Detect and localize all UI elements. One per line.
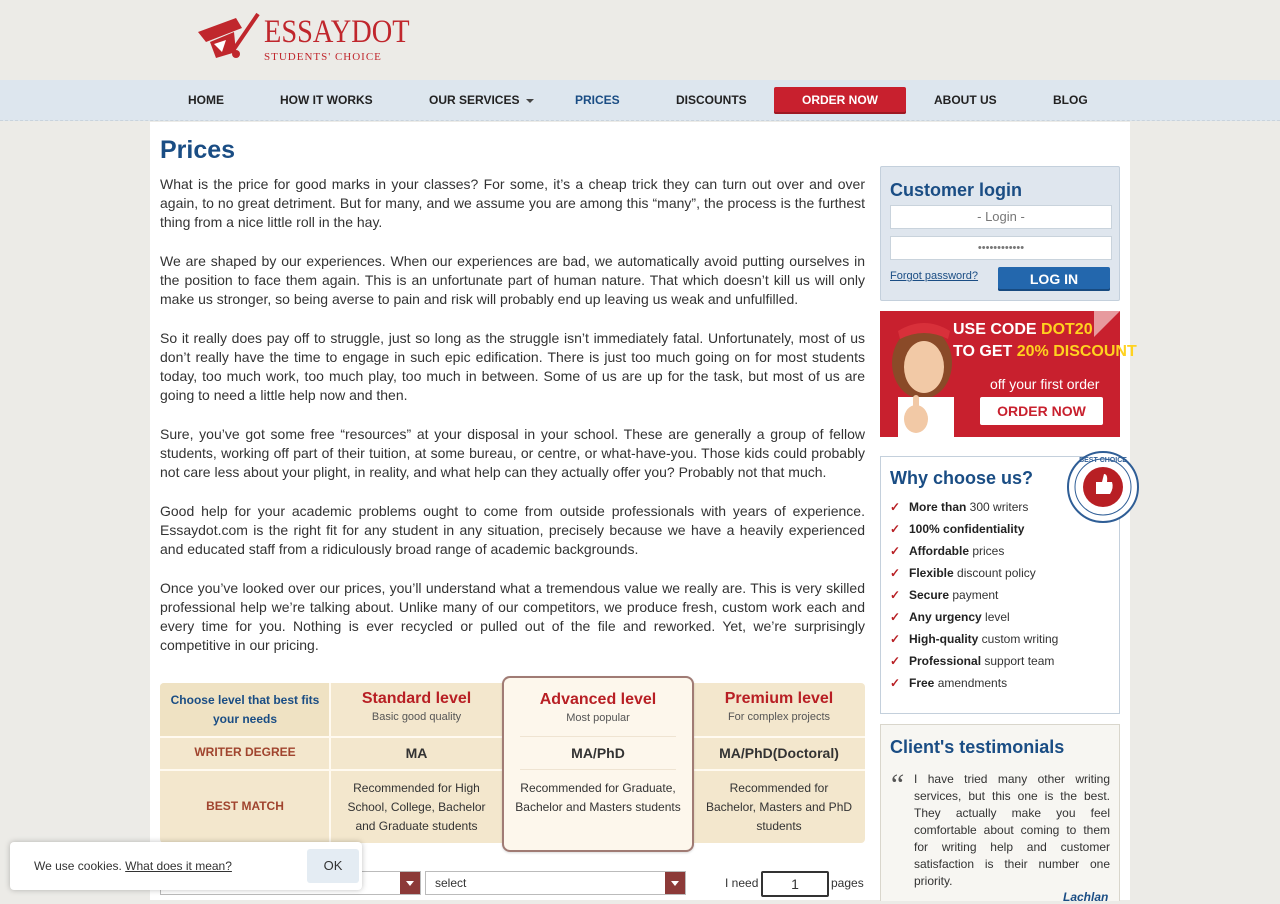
table-divider (520, 769, 676, 770)
row-label-best-match: BEST MATCH (206, 799, 284, 813)
promo-code: DOT20 (1041, 321, 1093, 338)
why-item-rest: discount policy (953, 566, 1036, 580)
nav-about-us[interactable]: ABOUT US (934, 93, 997, 107)
promo-discount: 20% DISCOUNT (1016, 343, 1137, 360)
logo-name: ESSAYDOT (264, 14, 410, 50)
cookie-text (34, 859, 232, 873)
checkmark-icon: ✓ (890, 522, 901, 536)
checkmark-icon: ✓ (890, 632, 901, 646)
pricing-lead-text: Choose level that best fits your needs (170, 693, 320, 726)
why-item (890, 588, 998, 602)
why-item-bold: Professional (909, 654, 982, 668)
pages-suffix-label: pages (831, 876, 864, 890)
why-item (890, 676, 1007, 690)
password-field[interactable]: •••••••••••• (890, 236, 1112, 260)
nav-discounts[interactable]: DISCOUNTS (676, 93, 747, 107)
chevron-down-icon (400, 872, 420, 894)
site-header (0, 0, 1280, 80)
why-item-rest: support team (981, 654, 1055, 668)
nav-our-services-label: OUR SERVICES (429, 93, 520, 107)
discount-promo-banner[interactable] (880, 311, 1137, 437)
nav-our-services[interactable] (429, 80, 534, 120)
page-title: Prices (160, 136, 236, 164)
testimonial-author: Lachlan (1063, 890, 1109, 904)
why-item-bold: More than (909, 500, 967, 514)
seal-text: BEST CHOICE (1079, 457, 1127, 464)
why-title: Why choose us? (890, 468, 1034, 488)
match-cell: Recommended for Graduate, Bachelor and Masters students (515, 781, 681, 814)
checkmark-icon: ✓ (890, 610, 901, 624)
logo-tagline: STUDENTS' CHOICE (264, 51, 382, 63)
degree-cell: MA (405, 745, 428, 761)
cookie-info-link[interactable]: What does it mean? (125, 859, 232, 873)
why-item-rest: prices (969, 544, 1005, 558)
standard-level-header[interactable] (331, 690, 502, 723)
paragraph: Sure, you’ve got some free “resources” at your disposal in your school. These are generally a group of fellow students, working off part of their tuition, at some bureau, or centre, or what-have-you. Those kids could probably not care less about your plight, in reality, and what help can they actually offer you? Probably not that much. (160, 426, 865, 480)
why-item-rest: 300 writers (966, 500, 1029, 514)
chevron-down-icon (526, 99, 534, 103)
why-item (890, 632, 1058, 646)
paragraph: Good help for your academic problems ought to come from outside professionals with years of experience. Essaydot.com is the right fit for any student in any situation, precisely because we have a heavily experienced and educated staff from a ridiculously broad range of academic backgrounds. (160, 503, 865, 557)
promo-use-code: USE CODE (953, 321, 1037, 338)
why-item-bold: 100% confidentiality (909, 522, 1025, 536)
best-choice-seal-icon (1066, 450, 1140, 524)
why-item (890, 500, 1028, 514)
nav-home[interactable]: HOME (188, 93, 224, 107)
level-subtitle: For complex projects (727, 711, 831, 723)
login-button[interactable]: LOG IN (998, 267, 1110, 291)
degree-cell: MA/PhD(Doctoral) (719, 745, 839, 761)
why-item (890, 566, 1036, 580)
pages-prefix-label: I need (725, 876, 759, 890)
checkmark-icon: ✓ (890, 654, 901, 668)
why-item-rest: amendments (934, 676, 1008, 690)
checkmark-icon: ✓ (890, 676, 901, 690)
chevron-down-icon (665, 872, 685, 894)
testimonials-title: Client's testimonials (890, 737, 1065, 757)
checkmark-icon: ✓ (890, 544, 901, 558)
why-item-bold: Affordable (909, 544, 969, 558)
promo-discount-line (953, 343, 1137, 361)
match-cell: Recommended for High School, College, Bachelor and Graduate students (347, 781, 486, 833)
nav-blog[interactable]: BLOG (1053, 93, 1088, 107)
why-item-rest: payment (949, 588, 999, 602)
promo-code-line (953, 321, 1093, 339)
corner-fold (1094, 311, 1120, 337)
login-title: Customer login (890, 180, 1023, 200)
row-label-writer-degree: WRITER DEGREE (194, 745, 296, 759)
pages-input[interactable]: 1 (761, 871, 829, 897)
checkmark-icon: ✓ (890, 588, 901, 602)
why-item-rest: level (981, 610, 1010, 624)
why-item (890, 544, 1004, 558)
promo-order-now-button[interactable]: ORDER NOW (980, 397, 1103, 425)
premium-level-header[interactable] (693, 690, 865, 723)
why-item (890, 610, 1010, 624)
paragraph: What is the price for good marks in your classes? For some, it’s a cheap trick they can turn out over and over again, to no great detriment. But for many, and we assume you are among this “many”, the process is the furthest thing from a nice little roll in the hay. (160, 176, 865, 230)
level-title: Advanced level (539, 691, 657, 708)
paragraph: We are shaped by our experiences. When our experiences are bad, we automatically avoid putting ourselves in the position to face them again. This is an unfortunate part of human nature. That which doesn’t kill us will only make us stronger, so being averse to pain and risk will probably end up leaving us weak and unfulfilled. (160, 253, 865, 307)
why-item-bold: Any urgency (909, 610, 982, 624)
degree-cell: MA/PhD (571, 745, 625, 761)
cookie-message: We use cookies. (34, 859, 122, 873)
level-title: Premium level (724, 690, 834, 707)
cookie-ok-button[interactable]: OK (307, 849, 359, 883)
pricing-lead-header (160, 683, 330, 737)
nav-prices[interactable]: PRICES (575, 93, 620, 107)
nav-how-it-works[interactable]: HOW IT WORKS (280, 93, 373, 107)
logo-hat-icon (196, 12, 260, 64)
level-subtitle: Basic good quality (371, 711, 462, 723)
testimonial-text: I have tried many other writing services, but this one is the best. They actually make you feel comfortable about coming to them for writing help and customer satisfaction is their number one priority. (914, 772, 1110, 888)
site-logo[interactable] (196, 12, 410, 68)
why-item-bold: High-quality (909, 632, 979, 646)
promo-first-order: off your first order (990, 376, 1100, 392)
why-item (890, 654, 1054, 668)
checkmark-icon: ✓ (890, 566, 901, 580)
why-item-bold: Flexible (909, 566, 954, 580)
checkmark-icon: ✓ (890, 500, 901, 514)
select-value: select (435, 876, 467, 890)
deadline-select[interactable] (425, 871, 686, 895)
why-item-bold: Free (909, 676, 935, 690)
cookie-banner (10, 842, 362, 890)
match-cell: Recommended for Bachelor, Masters and PhD students (705, 781, 853, 833)
table-divider (520, 736, 676, 737)
advanced-level-header[interactable] (504, 691, 692, 724)
why-item-bold: Secure (909, 588, 950, 602)
login-field[interactable]: - Login - (890, 205, 1112, 229)
why-item-rest: custom writing (978, 632, 1059, 646)
nav-order-now-button[interactable]: ORDER NOW (774, 87, 906, 114)
quote-icon: “ (888, 768, 905, 801)
paragraph: Once you’ve looked over our prices, you’ll understand what a tremendous value we really are. This is very skilled professional help we’re talking about. Unlike many of our competitors, we produce fresh, custom work each and every time for you. Nothing is ever recycled or pulled out of the file and reworked. Yet, we’re surprisingly competitive in our pricing. (160, 580, 865, 653)
level-subtitle: Most popular (566, 712, 630, 724)
why-item (890, 522, 1024, 536)
paragraph: So it really does pay off to struggle, just so long as the struggle isn’t immediately fatal. Unfortunately, most of us don’t really have the time to engage in such epic edification. There is just too much going on for most students today, too much work, too much play, too much in between. Some of us are up for the task, but most of us are going to need a little help now and then. (160, 330, 865, 403)
forgot-password-link[interactable]: Forgot password? (890, 270, 979, 282)
promo-to-get: TO GET (953, 343, 1013, 360)
level-title: Standard level (361, 690, 472, 707)
